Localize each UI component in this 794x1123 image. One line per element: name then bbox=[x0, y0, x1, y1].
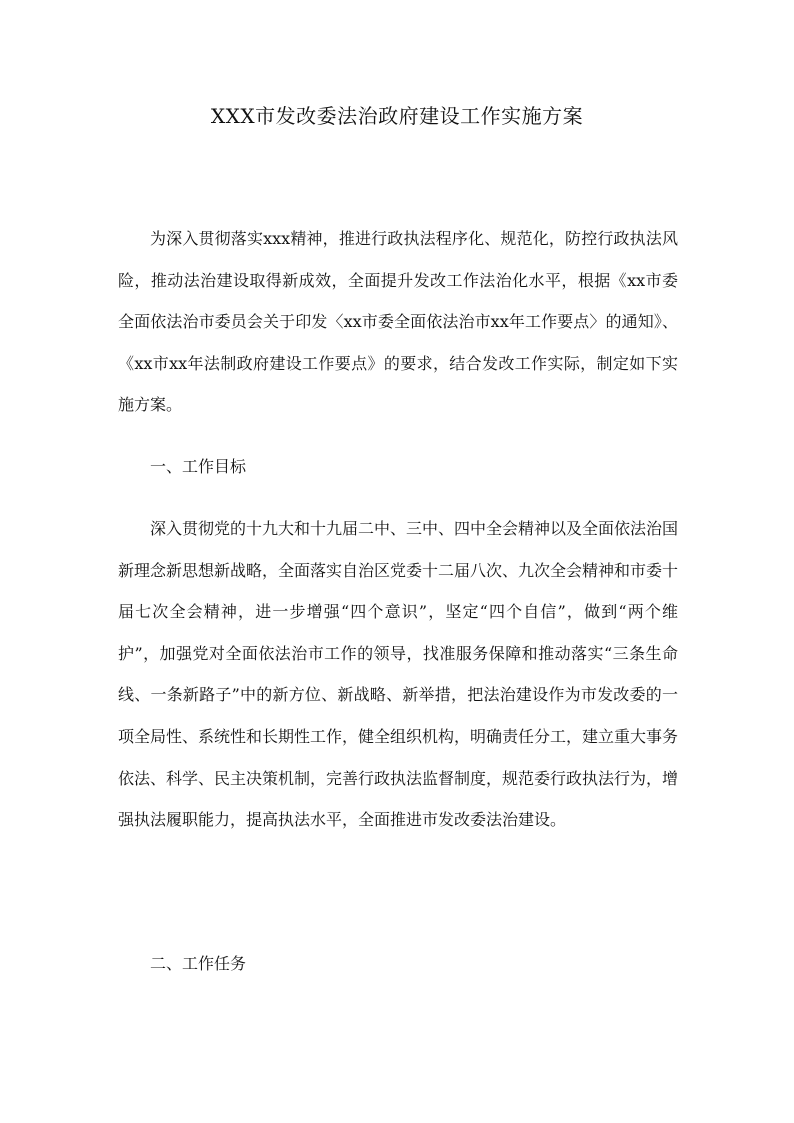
intro-paragraph: 为深入贯彻落实xxx精神，推进行政执法程序化、规范化，防控行政执法风险，推动法治建设取得新成效，全面提升发改工作法治化水平，根据《xx市委全面依法治市委员会关于印发〈xx市委全面依法治市xx年工作要点〉的通知》、《xx市xx年法制政府建设工作要点》的要求，结合发改工作实际，制定如下实施方案。 bbox=[118, 229, 678, 415]
section-heading-tasks: 二、工作任务 bbox=[150, 954, 247, 973]
section-heading-goals: 一、工作目标 bbox=[150, 457, 247, 476]
document-title: XXX市发改委法治政府建设工作实施方案 bbox=[210, 104, 584, 128]
goals-paragraph: 深入贯彻党的十九大和十九届二中、三中、四中全会精神以及全面依法治国新理念新思想新战略，全面落实自治区党委十二届八次、九次全会精神和市委十届七次全会精神，进一步增强“四个意识”，坚定“四个自信”，做到“两个维护”，加强党对全面依法治市工作的领导，找准服务保障和推动落实“三条生命线、一条新路子”中的新方位、新战略、新举措，把法治建设作为市发改委的一项全局性、系统性和长期性工作，健全组织机构，明确责任分工，建立重大事务依法、科学、民主决策机制，完善行政执法监督制度，规范委行政执法行为，增强执法履职能力，提高执法水平，全面推进市发改委法治建设。 bbox=[118, 519, 679, 830]
